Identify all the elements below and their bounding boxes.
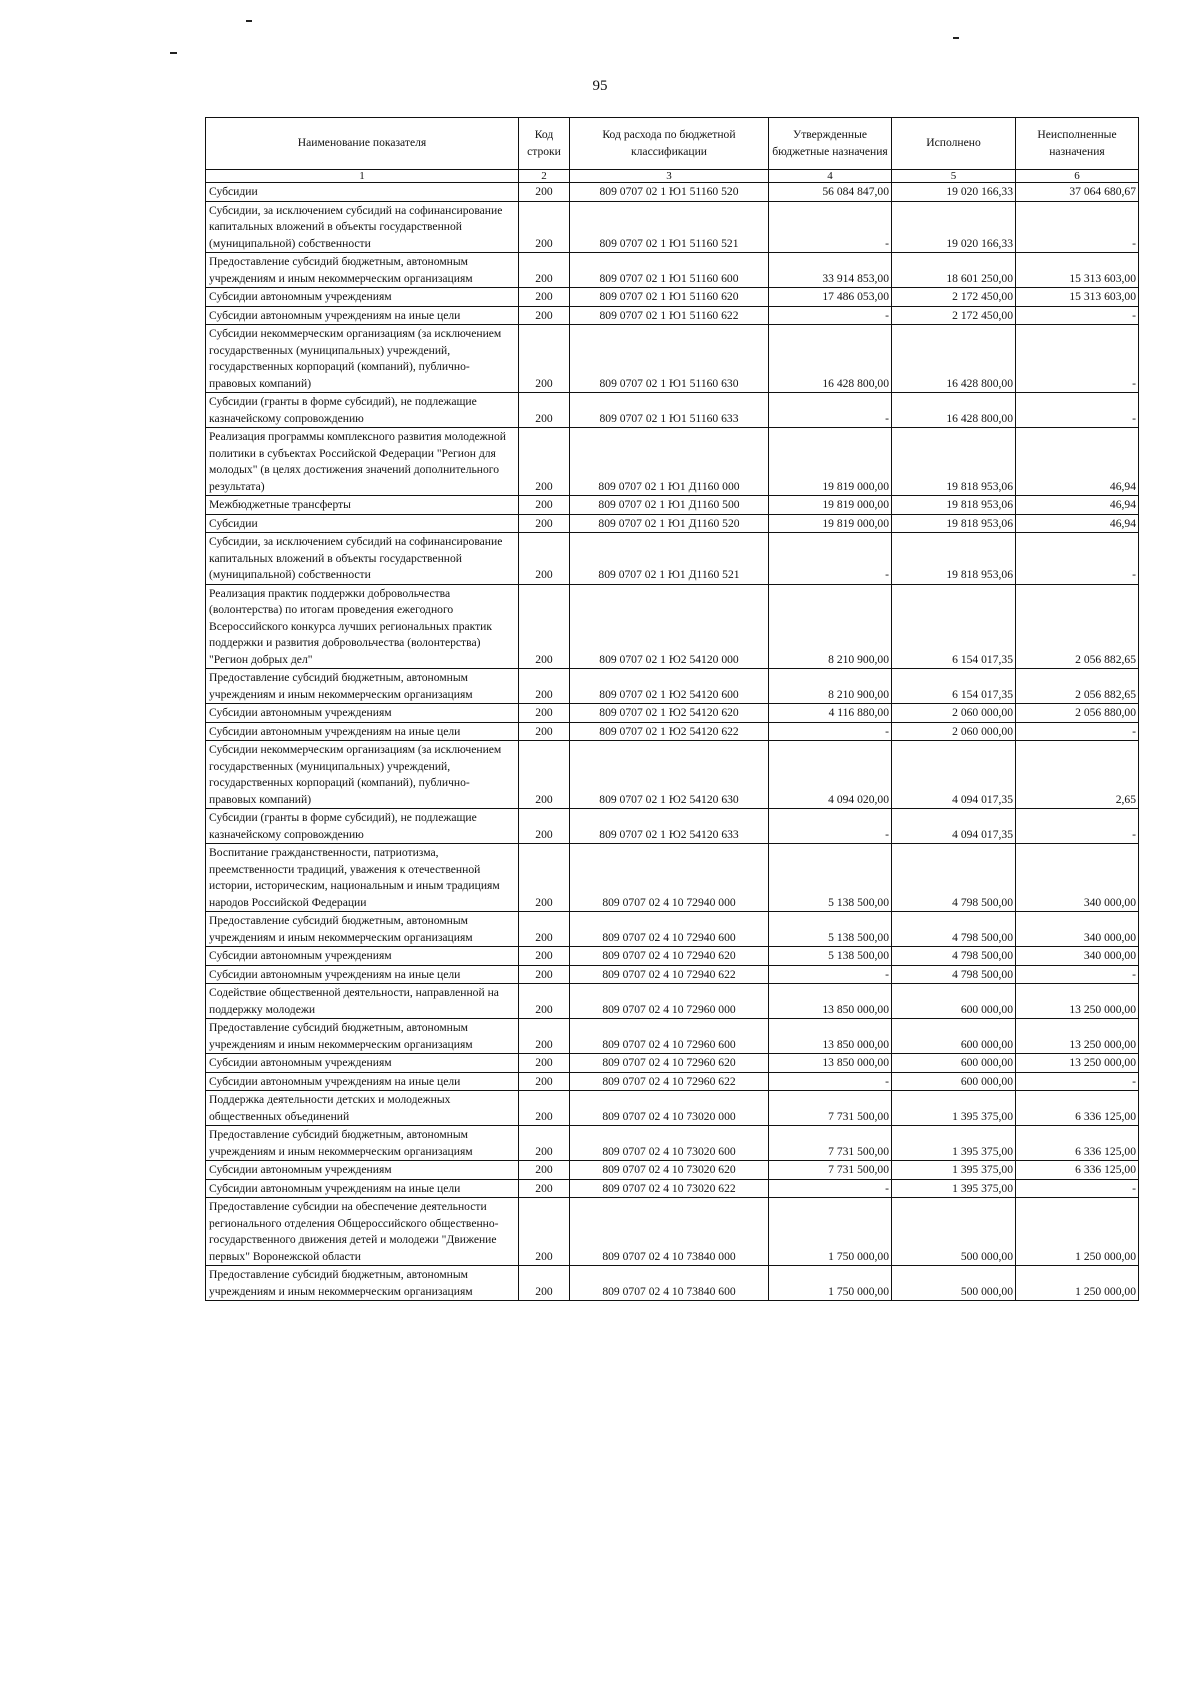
scan-mark <box>953 37 959 39</box>
row-executed-cell: 2 172 450,00 <box>892 306 1016 325</box>
column-number: 2 <box>519 170 570 183</box>
row-approved-cell: 13 850 000,00 <box>769 984 892 1019</box>
row-name-cell: Субсидии автономным учреждениям на иные цели <box>206 965 519 984</box>
row-unexecuted-cell: - <box>1016 533 1139 585</box>
row-line-code-cell: 200 <box>519 1091 570 1126</box>
row-line-code-cell: 200 <box>519 1126 570 1161</box>
row-executed-cell: 19 818 953,06 <box>892 533 1016 585</box>
row-name-cell: Субсидии <box>206 514 519 533</box>
row-line-code-cell: 200 <box>519 1019 570 1054</box>
row-approved-cell: - <box>769 1179 892 1198</box>
row-line-code-cell: 200 <box>519 722 570 741</box>
row-approved-cell: - <box>769 201 892 253</box>
table-row <box>206 669 1139 704</box>
row-line-code-cell: 200 <box>519 1072 570 1091</box>
table-row <box>206 741 1139 809</box>
row-line-code-cell: 200 <box>519 201 570 253</box>
row-name-cell: Субсидии (гранты в форме субсидий), не подлежащие казначейскому сопровождению <box>206 809 519 844</box>
row-executed-cell: 19 818 953,06 <box>892 514 1016 533</box>
row-expense-code-cell: 809 0707 02 4 10 72960 600 <box>570 1019 769 1054</box>
row-name-cell: Предоставление субсидий бюджетным, автономным учреждениям и иным некоммерческим организациям <box>206 1266 519 1301</box>
row-name-cell: Предоставление субсидии на обеспечение деятельности регионального отделения Общероссийского общественно-государственного движения детей и молодежи "Движение первых" Воронежской области <box>206 1198 519 1266</box>
row-expense-code-cell: 809 0707 02 1 Ю1 Д1160 500 <box>570 496 769 515</box>
row-name-cell: Воспитание гражданственности, патриотизма, преемственности традиций, уважения к отечественной истории, историческим, национальным и иным традициям народов Российской Федерации <box>206 844 519 912</box>
row-line-code-cell: 200 <box>519 1266 570 1301</box>
table-row <box>206 1072 1139 1091</box>
row-executed-cell: 19 818 953,06 <box>892 496 1016 515</box>
table-row <box>206 514 1139 533</box>
row-executed-cell: 6 154 017,35 <box>892 584 1016 669</box>
row-unexecuted-cell: 6 336 125,00 <box>1016 1091 1139 1126</box>
table-row <box>206 428 1139 496</box>
row-executed-cell: 19 020 166,33 <box>892 183 1016 202</box>
row-name-cell: Субсидии, за исключением субсидий на софинансирование капитальных вложений в объекты государственной (муниципальной) собственности <box>206 201 519 253</box>
header-row <box>206 118 1139 170</box>
column-header-name: Наименование показателя <box>206 118 519 170</box>
column-header-expense-code: Код расхода по бюджетной классификации <box>570 118 769 170</box>
row-line-code-cell: 200 <box>519 704 570 723</box>
row-expense-code-cell: 809 0707 02 4 10 72940 000 <box>570 844 769 912</box>
row-approved-cell: 1 750 000,00 <box>769 1266 892 1301</box>
row-line-code-cell: 200 <box>519 669 570 704</box>
row-executed-cell: 19 818 953,06 <box>892 428 1016 496</box>
table-row <box>206 1054 1139 1073</box>
row-approved-cell: 7 731 500,00 <box>769 1161 892 1180</box>
table-row <box>206 183 1139 202</box>
row-name-cell: Субсидии, за исключением субсидий на софинансирование капитальных вложений в объекты государственной (муниципальной) собственности <box>206 533 519 585</box>
row-unexecuted-cell: - <box>1016 965 1139 984</box>
row-unexecuted-cell: 15 313 603,00 <box>1016 253 1139 288</box>
row-line-code-cell: 200 <box>519 1054 570 1073</box>
row-unexecuted-cell: - <box>1016 393 1139 428</box>
row-line-code-cell: 200 <box>519 325 570 393</box>
row-executed-cell: 600 000,00 <box>892 1019 1016 1054</box>
row-line-code-cell: 200 <box>519 428 570 496</box>
row-line-code-cell: 200 <box>519 306 570 325</box>
scan-mark <box>170 52 177 54</box>
row-name-cell: Субсидии автономным учреждениям на иные цели <box>206 1179 519 1198</box>
row-unexecuted-cell: 15 313 603,00 <box>1016 288 1139 307</box>
table-row <box>206 496 1139 515</box>
row-approved-cell: - <box>769 1072 892 1091</box>
row-line-code-cell: 200 <box>519 288 570 307</box>
row-name-cell: Субсидии автономным учреждениям на иные цели <box>206 722 519 741</box>
row-name-cell: Субсидии автономным учреждениям <box>206 288 519 307</box>
row-line-code-cell: 200 <box>519 1198 570 1266</box>
row-expense-code-cell: 809 0707 02 1 Ю1 51160 630 <box>570 325 769 393</box>
row-expense-code-cell: 809 0707 02 1 Ю2 54120 622 <box>570 722 769 741</box>
page-number: 95 <box>592 78 608 94</box>
row-unexecuted-cell: - <box>1016 722 1139 741</box>
row-approved-cell: 5 138 500,00 <box>769 912 892 947</box>
column-header-unexecuted: Неисполненные назначения <box>1016 118 1139 170</box>
row-name-cell: Поддержка деятельности детских и молодежных общественных объединений <box>206 1091 519 1126</box>
row-expense-code-cell: 809 0707 02 1 Ю1 Д1160 520 <box>570 514 769 533</box>
table-body <box>206 183 1139 1301</box>
row-executed-cell: 2 060 000,00 <box>892 722 1016 741</box>
table-row <box>206 325 1139 393</box>
row-unexecuted-cell: 340 000,00 <box>1016 947 1139 966</box>
row-approved-cell: 1 750 000,00 <box>769 1198 892 1266</box>
row-unexecuted-cell: 13 250 000,00 <box>1016 1019 1139 1054</box>
row-name-cell: Субсидии автономным учреждениям на иные цели <box>206 1072 519 1091</box>
row-unexecuted-cell: - <box>1016 201 1139 253</box>
row-unexecuted-cell: 2 056 882,65 <box>1016 584 1139 669</box>
row-name-cell: Субсидии автономным учреждениям <box>206 947 519 966</box>
table-row <box>206 584 1139 669</box>
row-approved-cell: 13 850 000,00 <box>769 1054 892 1073</box>
row-executed-cell: 2 172 450,00 <box>892 288 1016 307</box>
row-executed-cell: 500 000,00 <box>892 1198 1016 1266</box>
row-line-code-cell: 200 <box>519 183 570 202</box>
row-name-cell: Содействие общественной деятельности, направленной на поддержку молодежи <box>206 984 519 1019</box>
table-row <box>206 1198 1139 1266</box>
row-expense-code-cell: 809 0707 02 1 Ю1 51160 520 <box>570 183 769 202</box>
table-row <box>206 533 1139 585</box>
row-expense-code-cell: 809 0707 02 4 10 72960 000 <box>570 984 769 1019</box>
row-unexecuted-cell: - <box>1016 325 1139 393</box>
column-number-row <box>206 170 1139 183</box>
row-name-cell: Предоставление субсидий бюджетным, автономным учреждениям и иным некоммерческим организациям <box>206 1126 519 1161</box>
row-line-code-cell: 200 <box>519 496 570 515</box>
row-executed-cell: 16 428 800,00 <box>892 393 1016 428</box>
column-number: 1 <box>206 170 519 183</box>
row-line-code-cell: 200 <box>519 1179 570 1198</box>
row-expense-code-cell: 809 0707 02 1 Ю2 54120 633 <box>570 809 769 844</box>
row-unexecuted-cell: - <box>1016 1179 1139 1198</box>
row-approved-cell: - <box>769 722 892 741</box>
row-expense-code-cell: 809 0707 02 1 Ю2 54120 620 <box>570 704 769 723</box>
row-expense-code-cell: 809 0707 02 4 10 73840 000 <box>570 1198 769 1266</box>
row-executed-cell: 16 428 800,00 <box>892 325 1016 393</box>
row-executed-cell: 1 395 375,00 <box>892 1126 1016 1161</box>
row-approved-cell: 4 116 880,00 <box>769 704 892 723</box>
row-name-cell: Реализация практик поддержки добровольчества (волонтерства) по итогам проведения ежегодного Всероссийского конкурса лучших региональных практик поддержки и развития добровольчества (волонтерства) "Регион добрых дел" <box>206 584 519 669</box>
row-name-cell: Субсидии (гранты в форме субсидий), не подлежащие казначейскому сопровождению <box>206 393 519 428</box>
table-row <box>206 1161 1139 1180</box>
row-name-cell: Субсидии автономным учреждениям <box>206 704 519 723</box>
row-line-code-cell: 200 <box>519 844 570 912</box>
row-expense-code-cell: 809 0707 02 1 Ю2 54120 600 <box>570 669 769 704</box>
row-unexecuted-cell: 46,94 <box>1016 496 1139 515</box>
row-line-code-cell: 200 <box>519 965 570 984</box>
row-executed-cell: 500 000,00 <box>892 1266 1016 1301</box>
row-approved-cell: 33 914 853,00 <box>769 253 892 288</box>
row-expense-code-cell: 809 0707 02 4 10 73020 000 <box>570 1091 769 1126</box>
row-line-code-cell: 200 <box>519 253 570 288</box>
table-row <box>206 306 1139 325</box>
row-expense-code-cell: 809 0707 02 4 10 72940 622 <box>570 965 769 984</box>
column-number: 4 <box>769 170 892 183</box>
table-row <box>206 201 1139 253</box>
row-executed-cell: 19 020 166,33 <box>892 201 1016 253</box>
table-row <box>206 288 1139 307</box>
row-unexecuted-cell: 46,94 <box>1016 428 1139 496</box>
budget-execution-table <box>205 117 1139 1301</box>
row-expense-code-cell: 809 0707 02 4 10 72940 620 <box>570 947 769 966</box>
row-line-code-cell: 200 <box>519 984 570 1019</box>
row-line-code-cell: 200 <box>519 533 570 585</box>
row-name-cell: Предоставление субсидий бюджетным, автономным учреждениям и иным некоммерческим организациям <box>206 912 519 947</box>
row-approved-cell: 19 819 000,00 <box>769 428 892 496</box>
row-expense-code-cell: 809 0707 02 1 Ю1 51160 521 <box>570 201 769 253</box>
row-approved-cell: 8 210 900,00 <box>769 584 892 669</box>
row-unexecuted-cell: 2 056 882,65 <box>1016 669 1139 704</box>
row-approved-cell: - <box>769 533 892 585</box>
row-executed-cell: 600 000,00 <box>892 1054 1016 1073</box>
row-unexecuted-cell: 6 336 125,00 <box>1016 1161 1139 1180</box>
row-expense-code-cell: 809 0707 02 1 Ю1 Д1160 000 <box>570 428 769 496</box>
table-row <box>206 704 1139 723</box>
row-executed-cell: 4 094 017,35 <box>892 809 1016 844</box>
row-executed-cell: 600 000,00 <box>892 1072 1016 1091</box>
row-unexecuted-cell: 37 064 680,67 <box>1016 183 1139 202</box>
row-unexecuted-cell: 6 336 125,00 <box>1016 1126 1139 1161</box>
row-expense-code-cell: 809 0707 02 1 Ю1 51160 600 <box>570 253 769 288</box>
row-executed-cell: 4 094 017,35 <box>892 741 1016 809</box>
row-expense-code-cell: 809 0707 02 1 Ю2 54120 630 <box>570 741 769 809</box>
row-approved-cell: - <box>769 393 892 428</box>
row-executed-cell: 4 798 500,00 <box>892 912 1016 947</box>
row-name-cell: Реализация программы комплексного развития молодежной политики в субъектах Российской Федерации "Регион для молодых" (в целях достижения значений дополнительного результата) <box>206 428 519 496</box>
row-unexecuted-cell: - <box>1016 306 1139 325</box>
row-line-code-cell: 200 <box>519 514 570 533</box>
table-row <box>206 844 1139 912</box>
row-executed-cell: 4 798 500,00 <box>892 947 1016 966</box>
row-executed-cell: 1 395 375,00 <box>892 1161 1016 1180</box>
row-approved-cell: 7 731 500,00 <box>769 1091 892 1126</box>
row-line-code-cell: 200 <box>519 947 570 966</box>
row-executed-cell: 1 395 375,00 <box>892 1179 1016 1198</box>
row-unexecuted-cell: 340 000,00 <box>1016 844 1139 912</box>
column-header-approved: Утвержденные бюджетные назначения <box>769 118 892 170</box>
column-header-line-code: Код строки <box>519 118 570 170</box>
row-line-code-cell: 200 <box>519 912 570 947</box>
row-unexecuted-cell: 1 250 000,00 <box>1016 1198 1139 1266</box>
row-approved-cell: - <box>769 965 892 984</box>
row-executed-cell: 4 798 500,00 <box>892 844 1016 912</box>
table-row <box>206 1019 1139 1054</box>
row-unexecuted-cell: 1 250 000,00 <box>1016 1266 1139 1301</box>
row-approved-cell: 56 084 847,00 <box>769 183 892 202</box>
row-name-cell: Предоставление субсидий бюджетным, автономным учреждениям и иным некоммерческим организациям <box>206 253 519 288</box>
row-name-cell: Субсидии автономным учреждениям <box>206 1161 519 1180</box>
row-expense-code-cell: 809 0707 02 1 Ю1 51160 622 <box>570 306 769 325</box>
column-header-executed: Исполнено <box>892 118 1016 170</box>
row-executed-cell: 600 000,00 <box>892 984 1016 1019</box>
row-name-cell: Предоставление субсидий бюджетным, автономным учреждениям и иным некоммерческим организациям <box>206 669 519 704</box>
row-expense-code-cell: 809 0707 02 1 Ю1 51160 633 <box>570 393 769 428</box>
table-row <box>206 912 1139 947</box>
scan-mark <box>246 20 252 22</box>
row-expense-code-cell: 809 0707 02 1 Ю2 54120 000 <box>570 584 769 669</box>
table-row <box>206 1091 1139 1126</box>
column-number: 6 <box>1016 170 1139 183</box>
row-approved-cell: 19 819 000,00 <box>769 496 892 515</box>
row-unexecuted-cell: - <box>1016 809 1139 844</box>
row-unexecuted-cell: 2,65 <box>1016 741 1139 809</box>
row-line-code-cell: 200 <box>519 393 570 428</box>
row-unexecuted-cell: 13 250 000,00 <box>1016 984 1139 1019</box>
table-row <box>206 722 1139 741</box>
row-approved-cell: 16 428 800,00 <box>769 325 892 393</box>
row-approved-cell: 5 138 500,00 <box>769 947 892 966</box>
row-approved-cell: - <box>769 809 892 844</box>
row-unexecuted-cell: 46,94 <box>1016 514 1139 533</box>
row-approved-cell: 17 486 053,00 <box>769 288 892 307</box>
row-executed-cell: 4 798 500,00 <box>892 965 1016 984</box>
row-name-cell: Субсидии автономным учреждениям на иные цели <box>206 306 519 325</box>
row-expense-code-cell: 809 0707 02 4 10 72940 600 <box>570 912 769 947</box>
table-row <box>206 947 1139 966</box>
row-name-cell: Субсидии автономным учреждениям <box>206 1054 519 1073</box>
row-approved-cell: 7 731 500,00 <box>769 1126 892 1161</box>
row-line-code-cell: 200 <box>519 1161 570 1180</box>
row-expense-code-cell: 809 0707 02 4 10 72960 620 <box>570 1054 769 1073</box>
row-expense-code-cell: 809 0707 02 1 Ю1 51160 620 <box>570 288 769 307</box>
row-unexecuted-cell: 2 056 880,00 <box>1016 704 1139 723</box>
table-row <box>206 984 1139 1019</box>
row-expense-code-cell: 809 0707 02 4 10 73020 600 <box>570 1126 769 1161</box>
row-expense-code-cell: 809 0707 02 4 10 72960 622 <box>570 1072 769 1091</box>
row-expense-code-cell: 809 0707 02 4 10 73020 620 <box>570 1161 769 1180</box>
row-approved-cell: 19 819 000,00 <box>769 514 892 533</box>
row-executed-cell: 18 601 250,00 <box>892 253 1016 288</box>
row-name-cell: Субсидии некоммерческим организациям (за исключением государственных (муниципальных) учреждений, государственных корпораций (компаний), публично-правовых компаний) <box>206 741 519 809</box>
row-approved-cell: 5 138 500,00 <box>769 844 892 912</box>
table-row <box>206 809 1139 844</box>
row-unexecuted-cell: - <box>1016 1072 1139 1091</box>
table-row <box>206 965 1139 984</box>
row-name-cell: Межбюджетные трансферты <box>206 496 519 515</box>
table-row <box>206 1266 1139 1301</box>
row-executed-cell: 6 154 017,35 <box>892 669 1016 704</box>
row-line-code-cell: 200 <box>519 741 570 809</box>
row-approved-cell: 8 210 900,00 <box>769 669 892 704</box>
row-line-code-cell: 200 <box>519 584 570 669</box>
table-row <box>206 1179 1139 1198</box>
table-row <box>206 253 1139 288</box>
column-number: 3 <box>570 170 769 183</box>
row-unexecuted-cell: 13 250 000,00 <box>1016 1054 1139 1073</box>
row-expense-code-cell: 809 0707 02 1 Ю1 Д1160 521 <box>570 533 769 585</box>
row-name-cell: Предоставление субсидий бюджетным, автономным учреждениям и иным некоммерческим организациям <box>206 1019 519 1054</box>
row-expense-code-cell: 809 0707 02 4 10 73020 622 <box>570 1179 769 1198</box>
row-approved-cell: - <box>769 306 892 325</box>
table-row <box>206 1126 1139 1161</box>
row-executed-cell: 2 060 000,00 <box>892 704 1016 723</box>
row-executed-cell: 1 395 375,00 <box>892 1091 1016 1126</box>
column-number: 5 <box>892 170 1016 183</box>
row-approved-cell: 4 094 020,00 <box>769 741 892 809</box>
row-name-cell: Субсидии <box>206 183 519 202</box>
row-expense-code-cell: 809 0707 02 4 10 73840 600 <box>570 1266 769 1301</box>
row-approved-cell: 13 850 000,00 <box>769 1019 892 1054</box>
row-unexecuted-cell: 340 000,00 <box>1016 912 1139 947</box>
row-name-cell: Субсидии некоммерческим организациям (за исключением государственных (муниципальных) учреждений, государственных корпораций (компаний), публично-правовых компаний) <box>206 325 519 393</box>
row-line-code-cell: 200 <box>519 809 570 844</box>
table-row <box>206 393 1139 428</box>
